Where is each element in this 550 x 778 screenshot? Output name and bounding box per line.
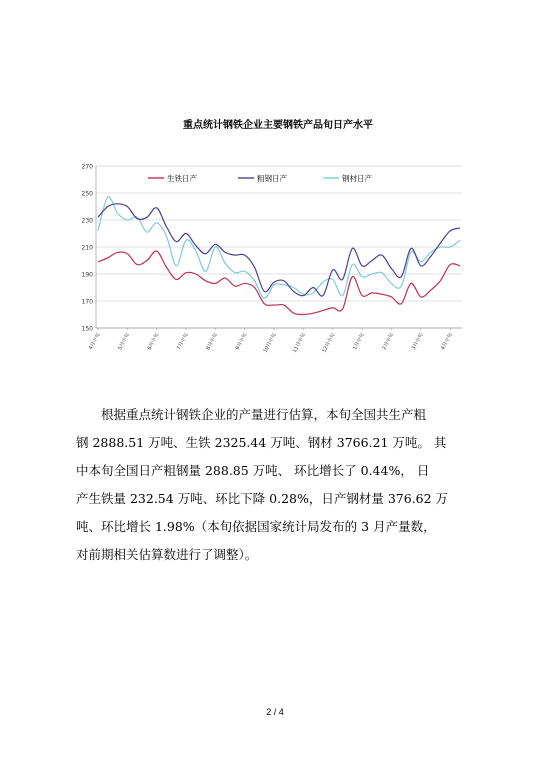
- x-tick-label: 11月中旬: [291, 332, 308, 354]
- x-tick-label: 1月中旬: [352, 332, 366, 351]
- y-tick-label: 210: [81, 244, 93, 252]
- page-number: 2 / 4: [266, 707, 284, 717]
- line-chart: [78, 108, 478, 370]
- x-tick-label: 6月中旬: [146, 332, 161, 351]
- y-tick-label: 270: [81, 163, 93, 171]
- chart: [78, 108, 478, 370]
- legend-label: 粗钢日产: [257, 174, 287, 183]
- paragraph-line: 根据重点统计钢铁企业的产量进行估算，本旬全国共生产粗: [101, 407, 427, 422]
- x-tick-label: 2月中旬: [381, 332, 396, 351]
- legend-label: 生铁日产: [167, 174, 197, 183]
- paragraph-line: 产生铁量 232.54 万吨、环比下降 0.28%，日产钢材量 376.62 万: [76, 491, 449, 506]
- chart-title: 重点统计钢铁企业主要钢铁产品旬日产水平: [183, 120, 373, 131]
- x-tick-label: 10月中旬: [262, 332, 278, 354]
- paragraph-line: 中本旬全国日产粗钢量 288.85 万吨、 环比增长了 0.44%， 日: [76, 463, 430, 478]
- x-tick-label: 7月中旬: [175, 332, 190, 351]
- y-tick-label: 150: [81, 325, 93, 333]
- series-line: [98, 204, 460, 296]
- x-tick-label: 8月中旬: [205, 332, 220, 351]
- paragraph-line: 吨、环比增长 1.98%（本旬依据国家统计局发布的 3 月产量数，: [76, 519, 436, 534]
- y-tick-label: 190: [81, 271, 93, 279]
- x-tick-label: 12月中旬: [321, 332, 337, 354]
- paragraph-line: 对前期相关估算数进行了调整）。: [76, 547, 258, 562]
- y-tick-label: 170: [81, 298, 93, 306]
- x-tick-label: 5月中旬: [117, 332, 132, 351]
- legend-label: 钢材日产: [342, 174, 372, 183]
- series-line: [98, 251, 460, 315]
- x-tick-label: 4月中旬: [87, 332, 102, 351]
- x-tick-label: 9月中旬: [234, 332, 249, 351]
- series-line: [98, 197, 460, 299]
- y-tick-label: 250: [81, 190, 93, 198]
- x-tick-label: 3月中旬: [410, 332, 425, 351]
- body-paragraph: [76, 401, 476, 569]
- y-tick-label: 230: [81, 217, 93, 225]
- x-tick-label: 4月中旬: [440, 332, 454, 351]
- paragraph-line: 钢 2888.51 万吨、生铁 2325.44 万吨、钢材 3766.21 万吨。 其: [76, 435, 447, 450]
